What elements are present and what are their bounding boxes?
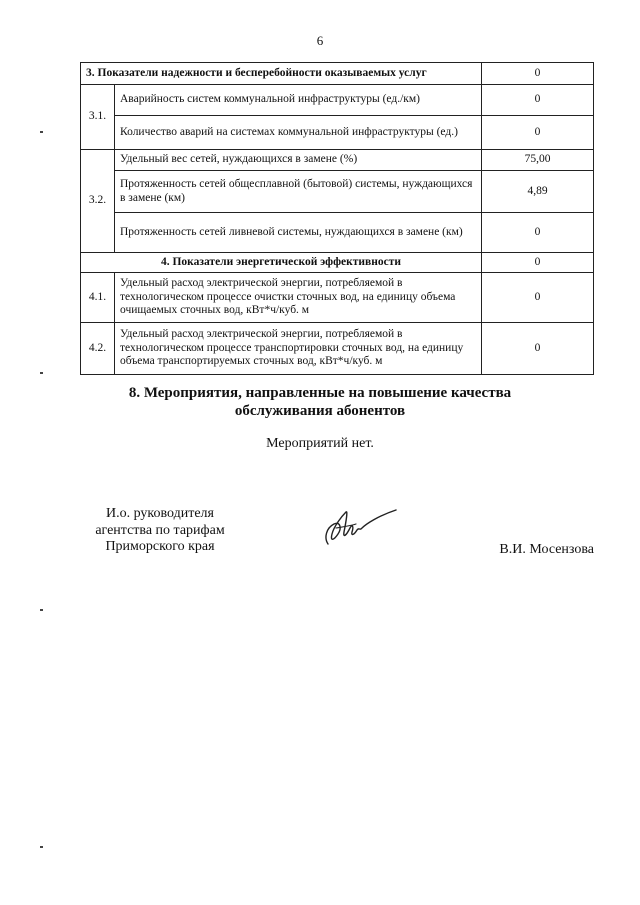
table-row xyxy=(81,150,594,171)
no-measures-text: Мероприятий нет. xyxy=(266,436,374,451)
section-4-value: 0 xyxy=(482,253,594,273)
indicator-label: Удельный вес сетей, нуждающихся в замене (%) xyxy=(115,150,482,171)
scan-margin-mark xyxy=(40,372,43,374)
table-row xyxy=(81,171,594,213)
signer-position-line3: Приморского края xyxy=(105,539,215,555)
scan-margin-mark xyxy=(40,609,43,611)
signer-position-line2: агентства по тарифам xyxy=(95,522,225,538)
indicator-label: Удельный расход электрической энергии, потребляемой в технологическом процессе очистки сточных вод, на единицу объема очищаемых сточных вод, кВт*ч/куб. м xyxy=(115,273,482,323)
table-row xyxy=(81,323,594,375)
table-row-section-4 xyxy=(81,253,594,273)
indicator-label: Количество аварий на системах коммунальной инфраструктуры (ед.) xyxy=(115,116,482,150)
table-row xyxy=(81,213,594,253)
table-row xyxy=(81,273,594,323)
indicator-value: 0 xyxy=(482,273,594,323)
table-row xyxy=(81,116,594,150)
table-row xyxy=(81,85,594,116)
row-number-4-1: 4.1. xyxy=(81,273,115,323)
scan-margin-mark xyxy=(40,846,43,848)
section-8-heading-line2: обслуживания абонентов xyxy=(234,403,406,419)
handwritten-signature xyxy=(316,498,416,558)
indicator-value: 0 xyxy=(482,323,594,375)
signer-name: В.И. Мосензова xyxy=(499,542,594,557)
indicator-label: Аварийность систем коммунальной инфраструктуры (ед./км) xyxy=(115,85,482,116)
table-row-section-3 xyxy=(81,63,594,85)
indicator-label: Протяженность сетей общесплавной (бытовой) системы, нуждающихся в замене (км) xyxy=(115,171,482,213)
indicator-value: 0 xyxy=(482,85,594,116)
signer-position xyxy=(70,506,250,556)
row-number-3-2: 3.2. xyxy=(81,150,115,253)
indicator-value: 0 xyxy=(482,116,594,150)
section-3-value: 0 xyxy=(482,63,594,85)
section-4-title: 4. Показатели энергетической эффективности xyxy=(81,253,482,273)
row-number-4-2: 4.2. xyxy=(81,323,115,375)
row-number-3-1: 3.1. xyxy=(81,85,115,150)
indicator-label: Протяженность сетей ливневой системы, нуждающихся в замене (км) xyxy=(115,213,482,253)
page-number: 6 xyxy=(316,33,324,48)
indicators-table xyxy=(80,62,594,375)
indicator-label: Удельный расход электрической энергии, потребляемой в технологическом процессе транспортировки сточных вод, на единицу объема транспортируемых сточных вод, кВт*ч/куб. м xyxy=(115,323,482,375)
section-8-heading xyxy=(0,384,640,420)
indicator-value: 0 xyxy=(482,213,594,253)
signer-position-line1: И.о. руководителя xyxy=(105,506,214,521)
scan-margin-mark xyxy=(40,131,43,133)
section-3-title: 3. Показатели надежности и бесперебойности оказываемых услуг xyxy=(81,63,482,85)
section-8-heading-line1: 8. Мероприятия, направленные на повышение качества xyxy=(128,385,512,401)
indicator-value: 75,00 xyxy=(482,150,594,171)
indicator-value: 4,89 xyxy=(482,171,594,213)
